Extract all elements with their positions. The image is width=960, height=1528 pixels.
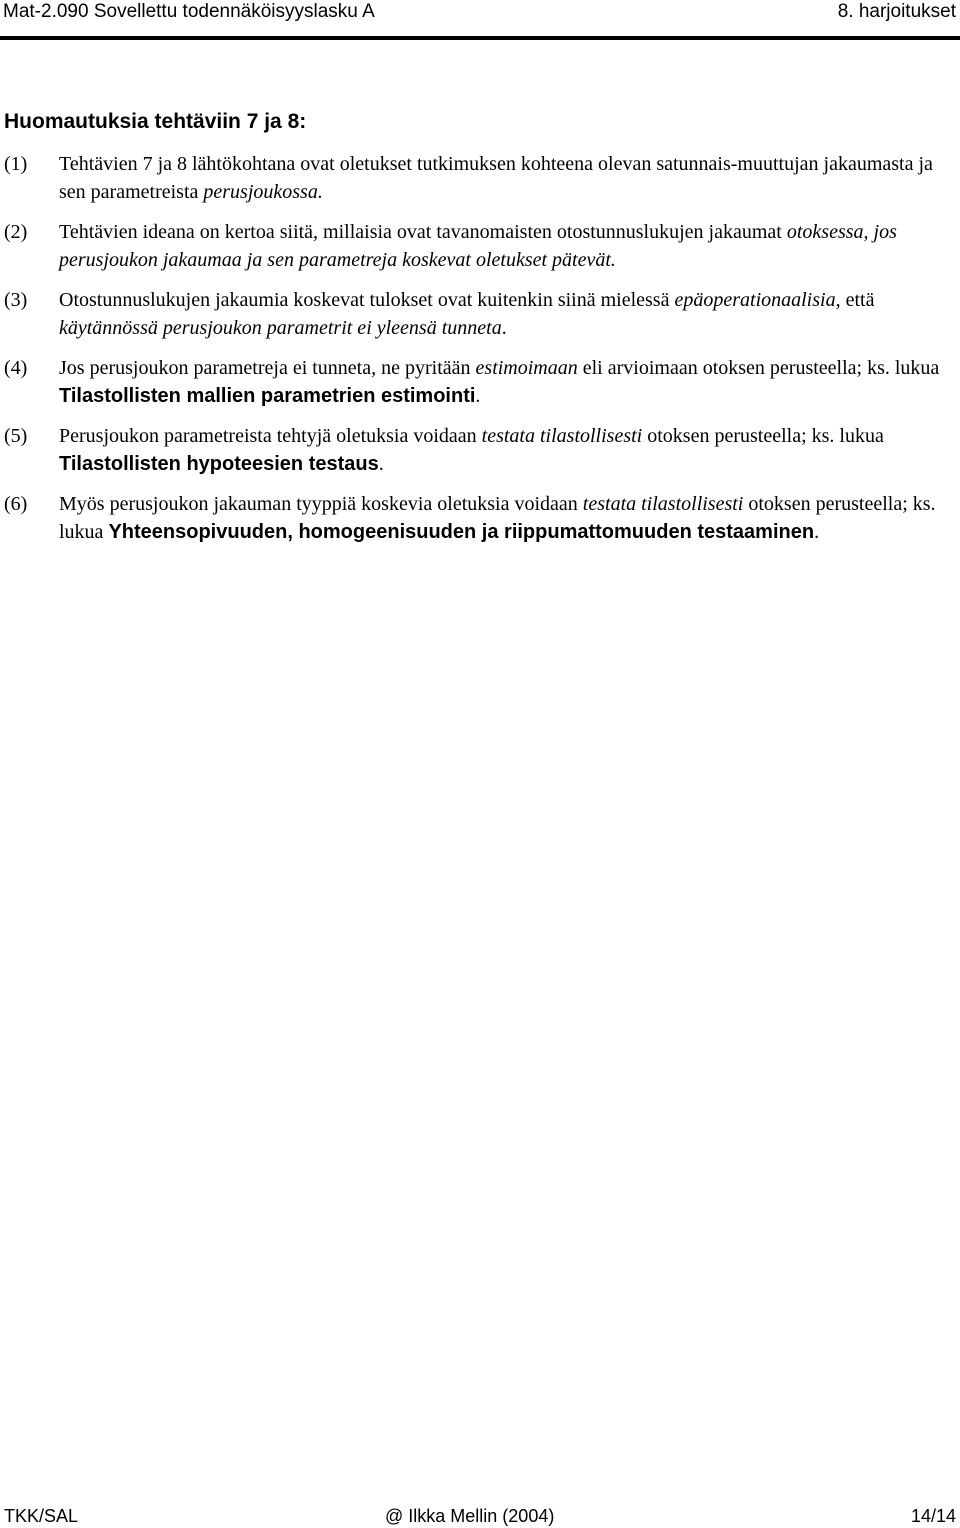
note-text <box>59 490 954 546</box>
note-text <box>59 218 954 274</box>
note-text-segment: , että <box>835 289 875 311</box>
note-text-segment: Perusjoukon parametreista tehtyjä oletuksia voidaan <box>59 425 482 447</box>
note-text-segment: . <box>814 521 820 543</box>
note-emphasis: otoksessa, jos perusjoukon jakaumaa ja sen parametreja koskevat oletukset pätevät. <box>59 221 897 271</box>
note-text-segment: . <box>501 317 507 339</box>
note-number: (2) <box>4 221 28 243</box>
note-text-segment: Otostunnuslukujen jakaumia koskevat tulokset ovat kuitenkin siinä mielessä <box>59 289 675 311</box>
note-text <box>59 422 954 478</box>
note-text-segment: otoksen perusteella; ks. lukua <box>59 493 936 543</box>
note-item <box>0 354 960 410</box>
note-emphasis: estimoimaan <box>475 357 578 379</box>
note-text-segment: . <box>475 385 481 407</box>
note-emphasis: testata tilastollisesti <box>582 493 744 515</box>
chapter-reference: Tilastollisten mallien parametrien estimointi <box>59 385 476 407</box>
note-text-segment: Myös perusjoukon jakauman tyyppiä koskevia oletuksia voidaan <box>59 493 583 515</box>
note-text <box>59 286 954 342</box>
note-emphasis: perusjoukossa. <box>203 181 323 203</box>
section-title: Huomautuksia tehtäviin 7 ja 8: <box>4 110 307 133</box>
chapter-reference: Tilastollisten hypoteesien testaus <box>59 453 379 475</box>
page-header <box>0 0 960 40</box>
note-number: (1) <box>4 153 28 175</box>
note-number: (4) <box>4 357 28 379</box>
note-emphasis: testata tilastollisesti <box>481 425 643 447</box>
note-item <box>0 150 960 206</box>
footer-page-number: 14/14 <box>910 1506 956 1526</box>
note-text <box>59 354 954 410</box>
note-number: (6) <box>4 493 28 515</box>
note-text-segment: Tehtävien ideana on kertoa siitä, millaisia ovat tavanomaisten otostunnuslukujen jakaumat <box>59 221 787 243</box>
note-text <box>59 150 954 206</box>
note-text-segment: otoksen perusteella; ks. lukua <box>642 425 884 447</box>
exercise-title: 8. harjoitukset <box>837 1 956 22</box>
note-number: (5) <box>4 425 28 447</box>
footer-author: @ Ilkka Mellin (2004) <box>385 1506 555 1526</box>
chapter-reference: Yhteensopivuuden, homogeenisuuden ja riippumattomuuden testaaminen <box>108 521 815 543</box>
note-item <box>0 490 960 546</box>
note-text-segment: Tehtävien 7 ja 8 lähtökohtana ovat oletukset tutkimuksen kohteena olevan satunnais-muuttujan jakaumasta ja sen parametreista <box>59 153 933 203</box>
note-emphasis: käytännössä perusjoukon parametrit ei yleensä tunneta <box>59 317 502 339</box>
notes-list <box>0 150 960 558</box>
note-text-segment: eli arvioimaan otoksen perusteella; ks. lukua <box>577 357 940 379</box>
note-number: (3) <box>4 289 28 311</box>
footer-institution: TKK/SAL <box>4 1506 79 1526</box>
note-text-segment: Jos perusjoukon parametreja ei tunneta, ne pyritään <box>59 357 476 379</box>
note-item <box>0 286 960 342</box>
note-item <box>0 422 960 478</box>
page-footer <box>0 1504 960 1528</box>
note-text-segment: . <box>378 453 384 475</box>
course-title: Mat-2.090 Sovellettu todennäköisyyslasku A <box>3 1 375 22</box>
note-item <box>0 218 960 274</box>
note-emphasis: epäoperationaalisia <box>674 289 836 311</box>
